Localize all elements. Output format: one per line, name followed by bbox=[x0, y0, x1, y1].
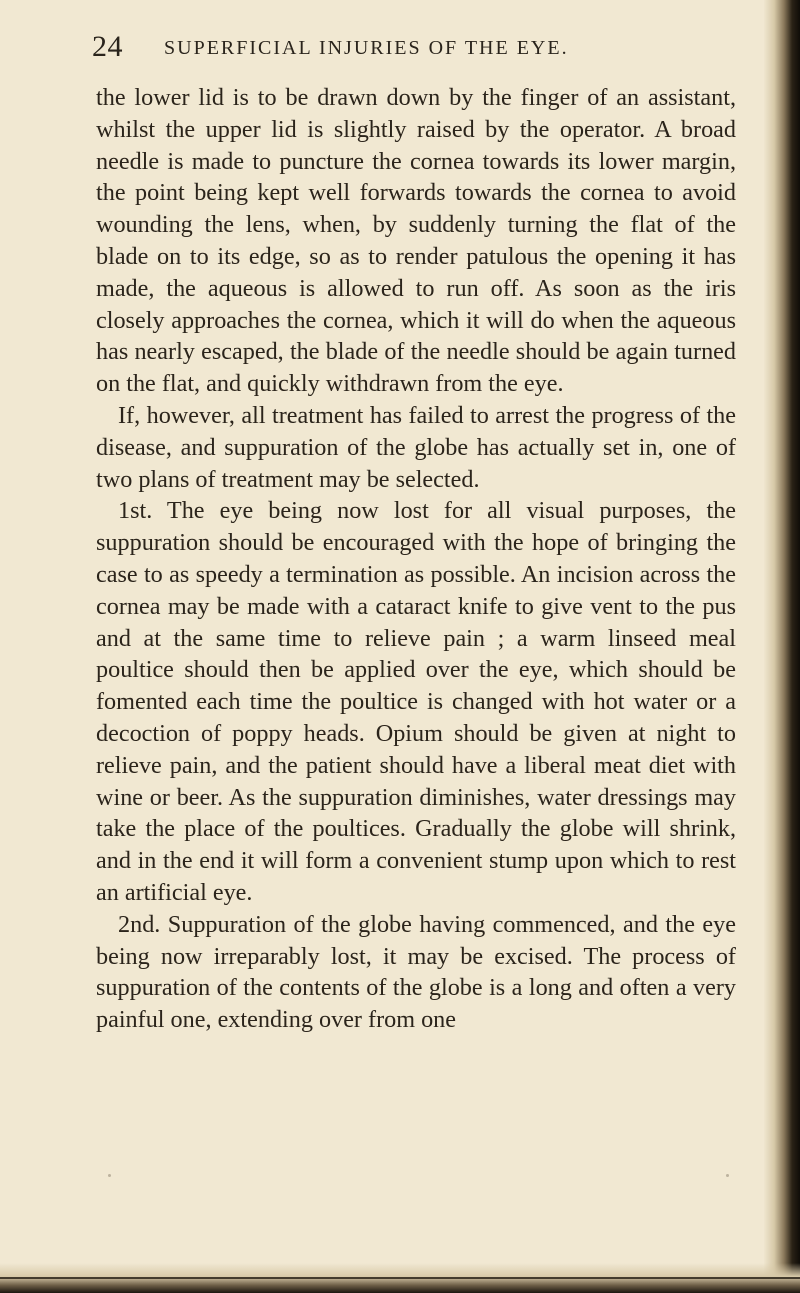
paragraph-first-plan: 1st. The eye being now lost for all visual purposes, the suppuration should be encouraged with the hope of bringing the case to as speedy a termination as possible. An incision across the cornea may be made with a cataract knife to give vent to the pus and at the same time to relieve pain ; a warm linseed meal poultice should then be applied over the eye, which should be fomented each time the poultice is changed with hot water or a decoction of poppy heads. Opium should be given at night to relieve pain, and the patient should have a liberal meat diet with wine or beer. As the suppuration diminishes, water dressings may take the place of the poultices. Gradually the globe will shrink, and in the end it will form a convenient stump upon which to rest an artificial eye. bbox=[96, 497, 736, 906]
scan-speck bbox=[726, 1174, 729, 1177]
running-head: SUPERFICIAL INJURIES OF THE EYE. bbox=[164, 37, 569, 59]
body-text bbox=[96, 82, 736, 1036]
page-edge-shadow bbox=[764, 0, 800, 1293]
page-header bbox=[92, 30, 732, 74]
paragraph-second-plan: 2nd. Suppuration of the globe having commenced, and the eye being now irreparably lost, it may be excised. The process of suppuration of the contents of the globe is a long and often a very painful one, extending over from one bbox=[96, 910, 736, 1034]
paragraph-continuation: the lower lid is to be drawn down by the finger of an assistant, whilst the upper lid is slightly raised by the operator. A broad needle is made to puncture the cornea towards its lower margin, the point being kept well forwards towards the cornea to avoid wounding the lens, when, by suddenly turning the flat of the blade on to its edge, so as to render patulous the opening it has made, the aqueous is allowed to run off. As soon as the iris closely approaches the cornea, which it will do when the aqueous has nearly escaped, the blade of the needle should be again turned on the flat, and quickly withdrawn from the eye. bbox=[96, 84, 736, 398]
page-number: 24 bbox=[92, 30, 123, 63]
paragraph-suppuration-intro: If, however, all treatment has failed to arrest the progress of the disease, and suppuration of the globe has actually set in, one of two plans of treatment may be selected. bbox=[96, 401, 736, 493]
bottom-edge-line bbox=[0, 1277, 800, 1279]
scan-speck bbox=[108, 1174, 111, 1177]
